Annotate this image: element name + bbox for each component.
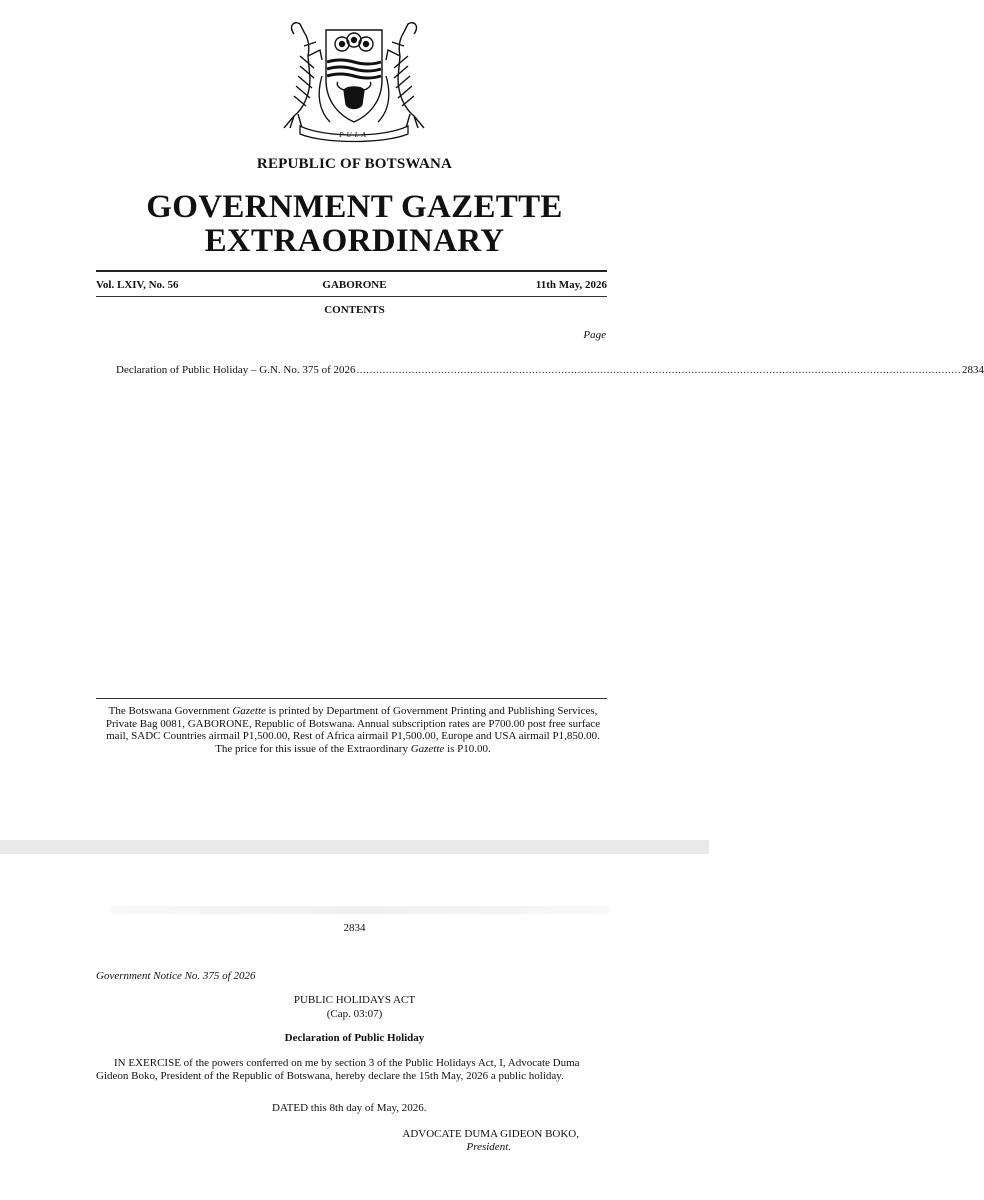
- page-column-label: Page: [583, 329, 606, 341]
- republic-name: REPUBLIC OF BOTSWANA: [256, 156, 453, 172]
- publication-date: 11th May, 2026: [535, 279, 607, 291]
- left-zebra-supporter: [284, 23, 322, 128]
- bleed-through-shadow: [110, 906, 610, 914]
- footer-rule: [96, 698, 607, 699]
- government-notice-reference: Government Notice No. 375 of 2026: [96, 970, 256, 982]
- dated-line: DATED this 8th day of May, 2026.: [272, 1102, 427, 1114]
- header-rule-top: [96, 270, 607, 272]
- publisher-note: The Botswana Government Gazette is printed by Department of Government Printing and Publishing Services, Private Bag 0081, GABORONE, Republic of Botswana. Annual subscription rates are P700.00 post free surface mail, SADC Countries airmail P1,500.00, Rest of Africa airmail P1,500.00, Europe and USA airmail P1,850.00. The price for this issue of the Extraordinary Gazette is P10.00.: [105, 705, 601, 755]
- gazette-title-line2: EXTRAORDINARY: [204, 223, 505, 259]
- gazette-italic: Gazette: [232, 705, 266, 717]
- publication-place: GABORONE: [322, 279, 387, 291]
- header-rule-bottom: [96, 296, 607, 297]
- contents-entry[interactable]: [116, 364, 984, 376]
- signatory-title: President.: [466, 1141, 511, 1153]
- page-number: 2834: [343, 922, 366, 934]
- gazette-italic: Gazette: [410, 742, 445, 755]
- notice-heading: Declaration of Public Holiday: [284, 1032, 425, 1044]
- page-separator: [0, 840, 709, 854]
- crest-motto: PULA: [339, 131, 369, 139]
- contents-heading: CONTENTS: [324, 304, 385, 316]
- notice-body: IN EXERCISE of the powers conferred on me by section 3 of the Public Holidays Act, I, Advocate Duma Gideon Boko, President of the Republic of Botswana, hereby declare the 15th May, 2026 a public holiday.: [96, 1057, 580, 1082]
- coat-of-arms-emblem: [264, 16, 444, 144]
- shield: [326, 30, 382, 122]
- gazette-title: [0, 190, 709, 258]
- right-zebra-supporter: [386, 23, 424, 128]
- contents-entry-label: Declaration of Public Holiday – G.N. No. 375 of 2026: [116, 364, 356, 376]
- act-chapter: (Cap. 03:07): [326, 1008, 383, 1020]
- contents-entry-page: 2834: [962, 364, 984, 376]
- leader-dots: ..........................................................................................................................................................................................: [356, 364, 962, 376]
- volume-number: Vol. LXIV, No. 56: [96, 279, 179, 291]
- gazette-title-line1: GOVERNMENT GAZETTE: [146, 189, 563, 225]
- act-title: PUBLIC HOLIDAYS ACT: [293, 994, 416, 1006]
- signatory-name: ADVOCATE DUMA GIDEON BOKO,: [402, 1128, 579, 1140]
